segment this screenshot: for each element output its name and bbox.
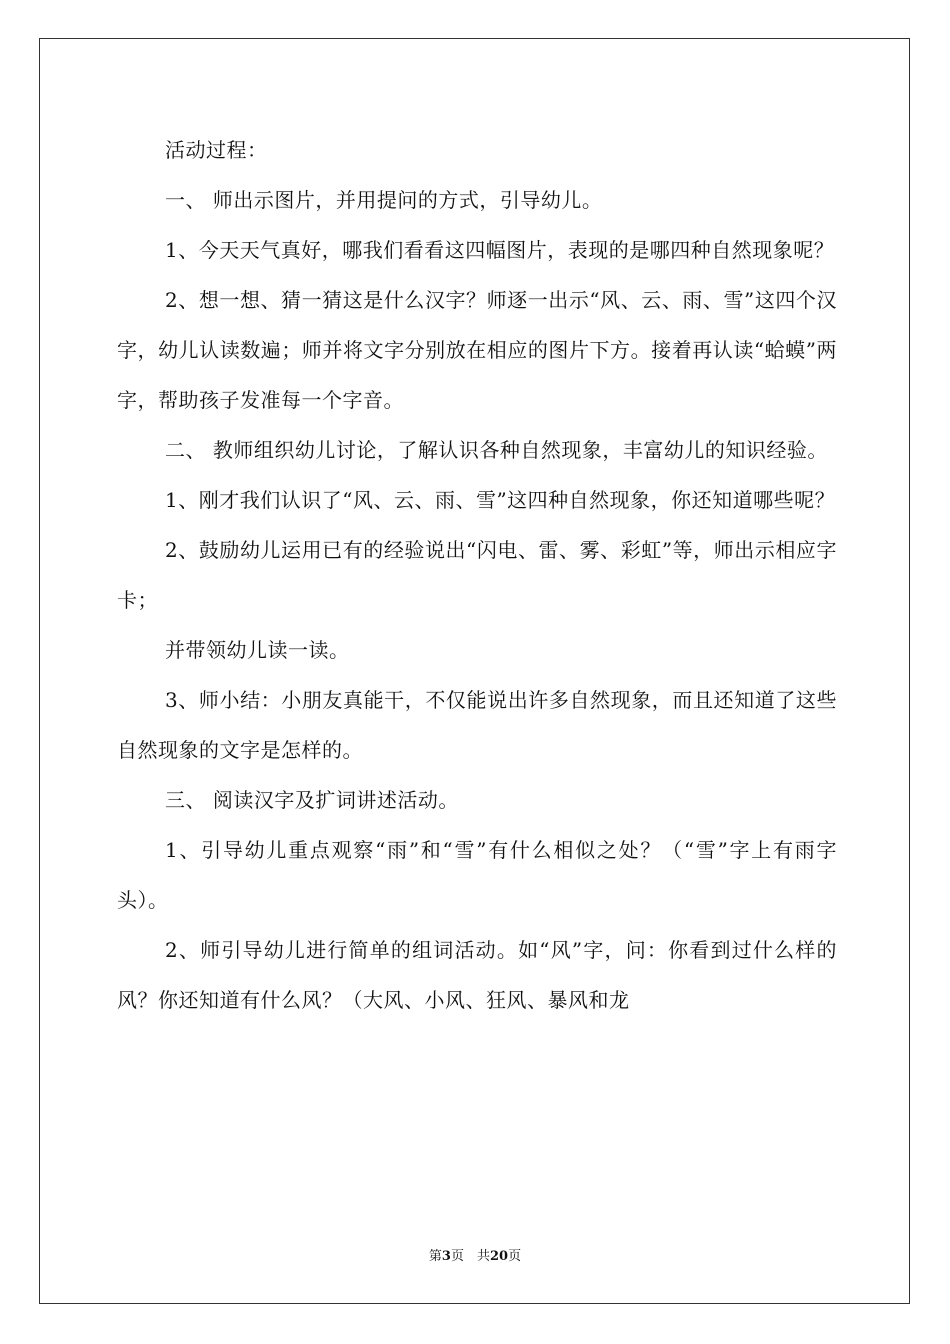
paragraph-section-1-heading: 一、 师出示图片，并用提问的方式，引导幼儿。 bbox=[165, 188, 603, 212]
footer-total-pages: 20 bbox=[489, 1249, 509, 1264]
paragraph-section-2-item-2: 2、鼓励幼儿运用已有的经验说出“闪电、雷、雾、彩虹”等，师出示相应字卡； bbox=[117, 538, 837, 612]
paragraph-section-1-item-1: 1、今天天气真好，哪我们看看这四幅图片，表现的是哪四种自然现象呢？ bbox=[165, 238, 835, 262]
footer-mid: 页 共 bbox=[450, 1249, 490, 1264]
document-body bbox=[117, 125, 837, 1025]
paragraph-section-1-item-2: 2、想一想、猜一猜这是什么汉字？师逐一出示“风、云、雨、雪”这四个汉字，幼儿认读数遍；师并将文字分别放在相应的图片下方。接着再认读“蛤蟆”两字，帮助孩子发准每一个字音。 bbox=[117, 288, 837, 412]
page-footer bbox=[0, 1245, 950, 1264]
paragraph-section-3-heading: 三、 阅读汉字及扩词讲述活动。 bbox=[165, 788, 459, 812]
footer-page-number: 3 bbox=[441, 1249, 451, 1264]
paragraph-section-2-item-1: 1、刚才我们认识了“风、云、雨、雪”这四种自然现象，你还知道哪些呢？ bbox=[165, 488, 836, 512]
paragraph-section-3-item-2: 2、师引导幼儿进行简单的组词活动。如“风”字，问：你看到过什么样的风？你还知道有什么风？（大风、小风、狂风、暴风和龙 bbox=[117, 938, 837, 1012]
paragraph-section-2-read-along: 并带领幼儿读一读。 bbox=[165, 638, 350, 662]
footer-suffix: 页 bbox=[508, 1249, 522, 1264]
paragraph-section-3-item-1: 1、引导幼儿重点观察“雨”和“雪”有什么相似之处？（“雪”字上有雨字头）。 bbox=[117, 838, 837, 912]
footer-prefix: 第 bbox=[428, 1249, 442, 1264]
paragraph-section-2-item-3: 3、师小结：小朋友真能干，不仅能说出许多自然现象，而且还知道了这些自然现象的文字是怎样的。 bbox=[117, 688, 837, 762]
paragraph-activity-process: 活动过程： bbox=[165, 138, 268, 162]
paragraph-section-2-heading: 二、 教师组织幼儿讨论，了解认识各种自然现象，丰富幼儿的知识经验。 bbox=[165, 438, 828, 462]
